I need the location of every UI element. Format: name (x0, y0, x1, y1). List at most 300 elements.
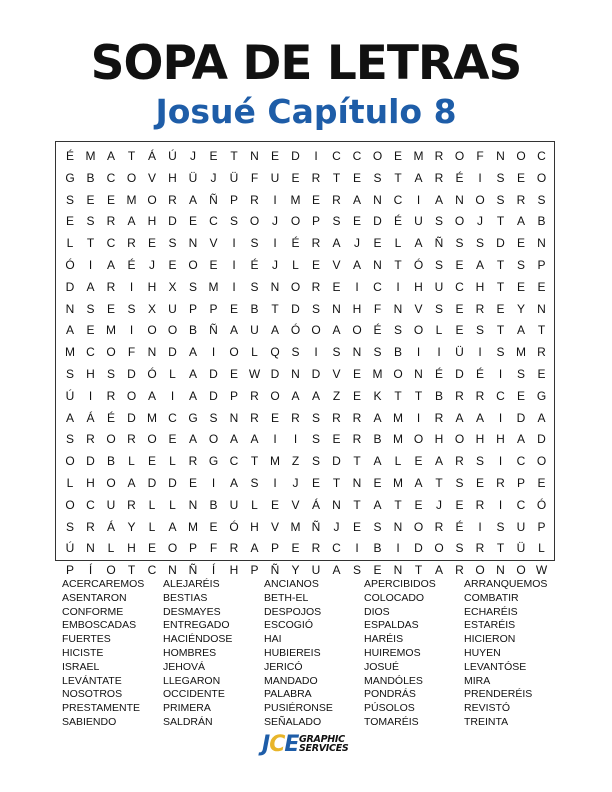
grid-letter: S (250, 236, 259, 251)
grid-row (56, 254, 554, 276)
grid-letter: R (516, 192, 526, 207)
grid-letter: B (393, 345, 402, 360)
grid-letter: Ñ (311, 519, 321, 534)
grid-letter: J (477, 214, 483, 229)
grid-letter: D (168, 214, 177, 229)
grid-letter: I (211, 476, 216, 490)
grid-letter: D (127, 410, 136, 425)
grid-letter: A (229, 323, 238, 338)
grid-letter: É (455, 519, 464, 534)
grid-letter: T (414, 388, 423, 403)
grid-letter: A (434, 192, 443, 207)
grid-letter: A (65, 410, 74, 425)
word-item: HARÉIS (364, 633, 404, 646)
grid-letter: K (373, 388, 382, 403)
grid-letter: T (496, 323, 505, 338)
grid-letter: O (516, 563, 526, 578)
grid-letter: Ñ (188, 563, 198, 578)
grid-letter: O (126, 170, 137, 185)
grid-letter: F (250, 170, 259, 185)
grid-letter: I (498, 367, 503, 381)
grid-letter: H (352, 301, 362, 316)
grid-letter: L (435, 323, 443, 338)
grid-letter: B (209, 497, 218, 512)
grid-letter: Á (147, 149, 156, 163)
grid-letter: C (106, 236, 116, 251)
grid-letter: Á (106, 519, 115, 534)
grid-letter: A (414, 236, 423, 251)
grid-row (56, 167, 554, 189)
grid-letter: T (332, 170, 341, 185)
grid-letter: O (270, 388, 280, 403)
grid-letter: S (250, 476, 259, 490)
word-item: PÚSOLOS (364, 702, 415, 715)
grid-letter: L (148, 519, 156, 534)
word-item: ISRAEL (62, 660, 100, 673)
grid-letter: A (434, 563, 443, 578)
grid-row (56, 341, 554, 363)
grid-letter: C (332, 149, 341, 163)
word-item: MANDÓLES (364, 674, 423, 687)
grid-row (56, 516, 554, 538)
grid-letter: Á (86, 410, 95, 425)
grid-letter: S (65, 432, 74, 447)
grid-letter: É (455, 170, 464, 185)
grid-letter: N (393, 563, 403, 578)
word-item: COMBATIR (464, 591, 519, 604)
grid-letter: S (373, 345, 382, 360)
grid-letter: Ñ (434, 236, 444, 251)
grid-letter: D (373, 214, 382, 229)
grid-letter: A (86, 279, 95, 294)
grid-letter: R (475, 497, 485, 512)
word-item: BETH-EL (264, 591, 309, 604)
grid-letter: A (414, 170, 423, 185)
grid-letter: R (332, 410, 341, 425)
grid-letter: E (86, 323, 95, 338)
grid-letter: J (210, 170, 217, 185)
logo-text-line: SERVICES (299, 743, 349, 754)
grid-letter: A (475, 410, 484, 425)
grid-letter: B (86, 170, 95, 185)
grid-letter: O (167, 323, 178, 338)
word-item: HUBIEREIS (264, 646, 321, 659)
grid-letter: D (311, 367, 321, 381)
grid-letter: M (106, 323, 116, 338)
grid-letter: E (147, 541, 156, 556)
grid-letter: D (291, 149, 300, 163)
grid-letter: I (273, 236, 277, 251)
word-item: ALEJARÉIS (163, 578, 220, 590)
grid-letter: R (455, 388, 464, 403)
grid-letter: E (455, 301, 464, 316)
grid-letter: Ó (229, 519, 239, 534)
grid-letter: I (88, 258, 93, 272)
grid-letter: E (168, 432, 177, 447)
word-item: LEVANTÓSE (464, 660, 527, 673)
word-item: DIOS (364, 605, 390, 618)
grid-letter: V (291, 497, 300, 512)
grid-letter: R (250, 410, 259, 425)
grid-letter: A (188, 345, 197, 360)
grid-letter: S (475, 454, 484, 469)
grid-letter: I (498, 454, 503, 469)
grid-letter: Ñ (270, 563, 280, 578)
grid-letter: O (229, 345, 239, 360)
grid-letter: F (209, 541, 218, 556)
grid-letter: O (413, 432, 424, 447)
grid-letter: E (106, 301, 115, 316)
grid-letter: I (170, 388, 175, 403)
grid-letter: O (65, 497, 75, 512)
grid-letter: É (250, 258, 259, 272)
grid-letter: T (332, 476, 341, 490)
page-title: SOPA DE LETRAS (90, 36, 522, 91)
word-item: ARRANQUEMOS (464, 578, 548, 590)
grid-letter: M (393, 432, 403, 447)
word-item: PALABRA (264, 688, 312, 701)
grid-letter: N (455, 192, 464, 207)
grid-letter: L (251, 345, 258, 360)
grid-letter: Ü (516, 541, 526, 556)
grid-letter: D (270, 367, 280, 381)
grid-letter: N (168, 563, 177, 578)
grid-letter: L (66, 476, 74, 490)
grid-letter: U (229, 497, 239, 512)
grid-letter: V (147, 170, 156, 185)
grid-letter: M (290, 519, 301, 534)
grid-letter: S (393, 323, 402, 338)
grid-letter: B (373, 541, 382, 556)
word-item: ANCIANOS (264, 578, 319, 590)
grid-letter: H (86, 476, 95, 490)
grid-letter: R (434, 170, 444, 185)
grid-letter: A (332, 236, 341, 251)
grid-letter: O (147, 192, 157, 207)
grid-letter: S (455, 476, 464, 490)
grid-letter: X (147, 301, 156, 316)
grid-letter: S (332, 214, 341, 229)
grid-letter: M (188, 519, 198, 534)
grid-letter: E (516, 236, 525, 251)
grid-letter: N (393, 301, 403, 316)
grid-letter: P (209, 301, 218, 316)
word-item: HUIREMOS (364, 646, 421, 659)
grid-letter: U (106, 497, 116, 512)
grid-letter: I (314, 149, 318, 163)
grid-letter: É (106, 410, 115, 425)
grid-letter: O (454, 149, 465, 163)
grid-letter: S (168, 236, 177, 251)
grid-letter: E (209, 519, 218, 534)
grid-letter: T (496, 279, 505, 294)
grid-letter: I (314, 345, 318, 360)
grid-letter: I (396, 279, 400, 294)
grid-letter: E (516, 170, 525, 185)
grid-letter: E (373, 236, 382, 251)
grid-letter: V (414, 301, 423, 316)
grid-letter: M (270, 454, 280, 469)
grid-letter: A (106, 149, 115, 163)
word-column (264, 578, 368, 730)
grid-letter: G (65, 170, 75, 185)
grid-letter: A (455, 410, 464, 425)
grid-letter: L (394, 236, 402, 251)
grid-letter: I (396, 541, 400, 556)
grid-letter: Ü (455, 345, 464, 360)
grid-letter: I (498, 497, 503, 512)
grid-letter: E (188, 476, 197, 490)
word-item: REVISTÓ (464, 702, 511, 715)
grid-letter: S (86, 214, 95, 229)
grid-letter: B (373, 432, 382, 447)
word-item: LEVÁNTATE (62, 674, 122, 687)
grid-letter: E (332, 279, 341, 294)
grid-letter: Ú (168, 149, 177, 163)
grid-letter: U (270, 170, 280, 185)
grid-letter: M (393, 410, 403, 425)
grid-letter: R (537, 345, 546, 360)
grid-letter: I (129, 279, 134, 294)
grid-letter: S (86, 301, 95, 316)
grid-letter: C (496, 388, 505, 403)
grid-letter: I (416, 345, 421, 360)
grid-letter: Ü (188, 170, 198, 185)
word-item: ACERCAREMOS (62, 578, 145, 590)
grid-row (56, 210, 554, 232)
grid-letter: S (209, 410, 218, 425)
grid-letter: R (127, 236, 136, 251)
grid-letter: É (393, 214, 402, 229)
grid-letter: I (355, 279, 359, 294)
grid-letter: N (86, 541, 95, 556)
grid-letter: U (516, 519, 526, 534)
grid-letter: O (126, 388, 137, 403)
grid-letter: N (414, 367, 423, 381)
grid-letter: Í (88, 563, 93, 578)
grid-letter: S (65, 367, 74, 381)
grid-letter: R (291, 410, 300, 425)
grid-row (56, 189, 554, 211)
grid-letter: S (291, 345, 300, 360)
grid-letter: J (149, 258, 155, 272)
grid-letter: D (455, 367, 464, 381)
grid-letter: O (290, 214, 301, 229)
grid-letter: H (127, 541, 136, 556)
grid-letter: J (292, 476, 299, 490)
grid-letter: R (311, 541, 321, 556)
word-item: MANDADO (264, 674, 318, 687)
grid-letter: T (394, 258, 402, 272)
word-item: ESTARÉIS (464, 619, 516, 632)
grid-letter: S (496, 192, 505, 207)
grid-letter: O (454, 432, 465, 447)
grid-letter: O (413, 323, 424, 338)
grid-letter: Y (516, 301, 525, 316)
grid-letter: F (127, 345, 136, 360)
grid-letter: E (86, 192, 95, 207)
grid-letter: U (434, 279, 444, 294)
grid-letter: S (434, 301, 443, 316)
grid-letter: V (332, 367, 341, 381)
grid-letter: V (209, 236, 218, 251)
grid-row (56, 385, 554, 407)
word-item: APERCIBIDOS (364, 578, 436, 590)
grid-letter: O (249, 214, 260, 229)
grid-letter: A (250, 541, 259, 556)
grid-letter: E (414, 497, 423, 512)
grid-letter: R (250, 192, 259, 207)
grid-letter: R (250, 388, 259, 403)
grid-letter: I (232, 258, 236, 272)
letter-grid (55, 141, 555, 578)
grid-letter: S (475, 236, 484, 251)
grid-letter: Ú (65, 388, 75, 403)
grid-letter: S (373, 170, 382, 185)
grid-letter: R (311, 236, 321, 251)
grid-letter: N (291, 367, 300, 381)
grid-letter: N (496, 563, 505, 578)
grid-letter: H (86, 367, 95, 381)
publisher-logo (262, 731, 350, 759)
grid-letter: Á (311, 497, 320, 512)
grid-letter: J (272, 258, 278, 272)
grid-letter: R (311, 279, 321, 294)
grid-letter: R (455, 454, 464, 469)
grid-letter: T (394, 388, 402, 403)
grid-letter: M (290, 192, 301, 207)
grid-letter: S (455, 541, 464, 556)
grid-letter: A (229, 476, 238, 490)
grid-letter: A (311, 388, 320, 403)
grid-letter: E (229, 301, 238, 316)
grid-letter: A (188, 367, 197, 381)
grid-letter: L (394, 454, 402, 469)
grid-row (56, 407, 554, 429)
grid-letter: E (209, 258, 218, 272)
grid-letter: E (516, 388, 525, 403)
grid-letter: O (352, 323, 362, 338)
grid-letter: W (248, 367, 261, 381)
word-item: ASENTARON (62, 591, 127, 604)
grid-letter: É (65, 149, 74, 163)
grid-letter: U (414, 214, 423, 229)
grid-letter: E (229, 367, 238, 381)
grid-letter: M (393, 476, 403, 490)
grid-letter: E (270, 149, 279, 163)
grid-letter: O (106, 432, 116, 447)
word-column (364, 578, 468, 730)
word-item: DESMAYES (163, 605, 221, 618)
word-item: ENTREGADO (163, 619, 230, 632)
grid-letter: D (209, 367, 218, 381)
word-item: PRESTAMENTE (62, 702, 140, 715)
grid-letter: G (536, 388, 547, 403)
grid-letter: S (496, 519, 505, 534)
grid-letter: I (498, 410, 503, 425)
grid-letter: E (311, 476, 320, 490)
grid-letter: G (208, 454, 219, 469)
word-item: LLEGARON (163, 674, 221, 687)
word-item: ESCOGIÓ (264, 619, 314, 632)
grid-letter: R (311, 170, 321, 185)
grid-letter: O (516, 149, 526, 163)
grid-letter: O (106, 563, 116, 578)
grid-letter: E (147, 236, 156, 251)
grid-letter: N (352, 476, 362, 490)
word-item: JERICÓ (264, 660, 303, 673)
grid-letter: R (434, 519, 444, 534)
grid-letter: E (311, 192, 320, 207)
grid-letter: Ó (536, 497, 547, 512)
grid-letter: E (352, 170, 361, 185)
grid-letter: T (271, 301, 279, 316)
word-item: JEHOVÁ (163, 660, 206, 673)
grid-letter: U (168, 301, 177, 316)
grid-letter: O (106, 345, 116, 360)
grid-letter: O (188, 258, 198, 272)
grid-letter: A (188, 192, 197, 207)
grid-letter: N (373, 192, 382, 207)
grid-letter: L (292, 258, 299, 272)
word-item: ECHARÉIS (464, 605, 518, 618)
grid-letter: V (332, 258, 341, 272)
grid-letter: C (537, 149, 546, 163)
grid-letter: I (416, 410, 421, 425)
grid-letter: I (437, 345, 441, 360)
grid-letter: O (536, 454, 547, 469)
grid-letter: X (168, 279, 177, 294)
grid-letter: E (496, 301, 505, 316)
grid-letter: O (208, 432, 219, 447)
word-item: HICISTE (62, 646, 104, 659)
grid-letter: U (250, 323, 259, 338)
grid-letter: R (455, 563, 464, 578)
grid-letter: E (332, 432, 341, 447)
page-subtitle: Josué Capítulo 8 (155, 92, 457, 131)
grid-letter: B (250, 301, 259, 316)
grid-letter: C (86, 497, 95, 512)
grid-letter: R (106, 214, 116, 229)
grid-letter: I (273, 432, 277, 447)
grid-letter: G (188, 410, 198, 425)
grid-letter: E (188, 214, 197, 229)
grid-letter: C (332, 541, 341, 556)
grid-letter: P (250, 563, 259, 578)
grid-letter: P (311, 214, 320, 229)
grid-letter: E (270, 410, 279, 425)
word-item: JOSUÉ (364, 660, 400, 673)
grid-letter: N (537, 236, 546, 251)
word-item: BESTIAS (163, 591, 208, 604)
grid-letter: N (332, 497, 341, 512)
grid-letter: M (516, 345, 526, 360)
grid-letter: O (167, 541, 178, 556)
word-item: SEÑALADO (264, 715, 322, 728)
grid-letter: O (106, 476, 116, 490)
logo-letter: E (284, 732, 299, 757)
word-item: HACIÉNDOSE (163, 633, 233, 646)
grid-letter: O (65, 454, 75, 469)
grid-letter: E (455, 497, 464, 512)
grid-letter: D (496, 236, 505, 251)
grid-letter: O (393, 367, 403, 381)
grid-letter: E (291, 541, 300, 556)
word-item: HUYEN (464, 646, 501, 659)
grid-letter: A (188, 432, 197, 447)
logo-text-line: GRAPHIC (299, 734, 345, 745)
grid-letter: E (352, 519, 361, 534)
